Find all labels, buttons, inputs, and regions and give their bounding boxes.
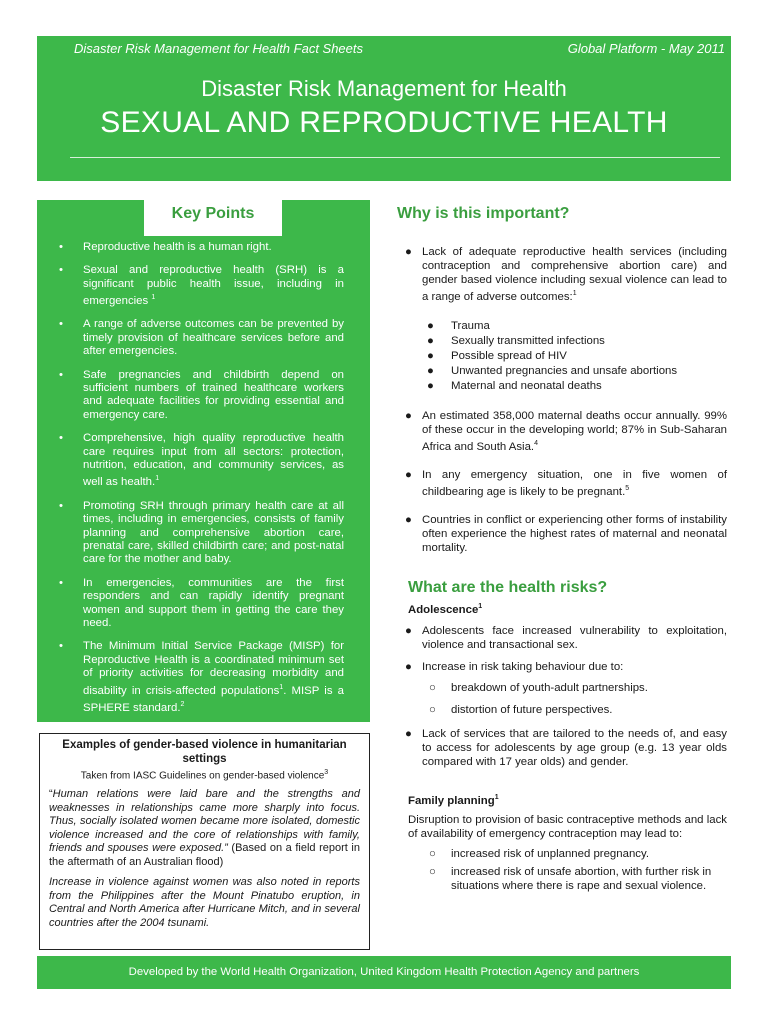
- page-title: SEXUAL AND REPRODUCTIVE HEALTH: [100, 106, 668, 139]
- why-bullet: ● An estimated 358,000 maternal deaths occur annually. 99% of these occur in the developing world; 87% in Sub-Saharan Africa and South Asia.$^4$: [405, 409, 727, 453]
- bullet-icon: ●: [405, 728, 412, 741]
- bullet-icon: •: [59, 576, 63, 589]
- header-divider: [70, 157, 720, 158]
- adolescence-sublist: [397, 681, 727, 718]
- circle-bullet-icon: ○: [429, 865, 436, 878]
- sub-item: ○ increased risk of unplanned pregnancy.: [429, 847, 649, 860]
- key-point-item: • A range of adverse outcomes can be prevented by timely provision of healthcare services before and after emergencies.: [59, 318, 344, 358]
- header-topline: [74, 41, 725, 56]
- reference-mark: 1: [151, 294, 156, 302]
- gbv-box-source: Taken from IASC Guidelines on gender-based violence$^3$: [80, 769, 329, 782]
- sub-item: ○ distortion of future perspectives.: [429, 704, 613, 717]
- bullet-icon: ●: [405, 625, 412, 638]
- bullet-icon: ●: [405, 514, 412, 527]
- outcomes-list: [397, 319, 727, 394]
- gbv-examples-box: [39, 733, 370, 950]
- bullet-icon: ●: [427, 379, 434, 392]
- outcome-item: ● Maternal and neonatal deaths: [427, 379, 602, 392]
- key-points-title: Key Points: [144, 198, 282, 236]
- bullet-icon: ●: [427, 334, 434, 347]
- outcome-item: ● Possible spread of HIV: [427, 349, 567, 362]
- bullet-icon: •: [59, 318, 63, 331]
- bullet-icon: ●: [427, 319, 434, 332]
- series-name: Disaster Risk Management for Health Fact Sheets: [74, 41, 364, 56]
- key-point-item: • Reproductive health is a human right.: [59, 241, 272, 253]
- bullet-icon: ●: [405, 661, 412, 674]
- why-bullet: ● Countries in conflict or experiencing other forms of instability often experience the highest rates of maternal and neonatal mortality.: [405, 514, 727, 555]
- bullet-icon: ●: [427, 364, 434, 377]
- adolescence-heading: Adolescence$^1$: [408, 603, 483, 617]
- footer-credit: Developed by the World Health Organization, United Kingdom Health Protection Agency and partners: [128, 966, 640, 978]
- sub-item: ○ breakdown of youth-adult partnerships.: [429, 682, 648, 695]
- circle-bullet-icon: ○: [429, 682, 436, 695]
- outcome-item: ● Unwanted pregnancies and unsafe abortions: [427, 364, 678, 377]
- bullet-icon: ●: [427, 349, 434, 362]
- gbv-box-title: Examples of gender-based violence in humanitarian settings: [62, 739, 347, 765]
- bullet-icon: •: [59, 640, 63, 653]
- family-planning-heading: Family planning$^1$: [408, 794, 499, 807]
- why-heading: Why is this important?: [397, 205, 570, 222]
- risk-bullet: ● Lack of services that are tailored to the needs of, and easy to access for adolescents by age group (e.g. 13 year olds compared with 17 year olds) and gender.: [405, 728, 727, 769]
- bullet-icon: •: [59, 432, 63, 445]
- outcome-item: ● Trauma: [427, 319, 490, 332]
- outcome-item: ● Sexually transmitted infections: [427, 334, 605, 347]
- key-point-item: • Comprehensive, high quality reproductive health care requires input from all sectors: protection, nutrition, education, and community services, as well as health.$^1$: [59, 432, 344, 489]
- bullet-icon: •: [59, 241, 63, 253]
- sub-item: ○ increased risk of unsafe abortion, with further risk in situations where there is rape and sexual violence.: [429, 865, 712, 892]
- bullet-icon: •: [59, 368, 63, 381]
- circle-bullet-icon: ○: [429, 704, 436, 717]
- bullet-icon: •: [59, 499, 63, 512]
- family-planning-intro: Disruption to provision of basic contraceptive methods and lack of availability of emergency contraception may lead to:: [408, 813, 727, 840]
- key-points-list: [57, 241, 344, 725]
- key-point-item: • Promoting SRH through primary health care at all times, including in emergencies, consists of family planning and comprehensive abortion care, prenatal care, skilled childbirth care; and post-natal care for the mother and baby.: [59, 499, 344, 566]
- key-points-panel: [37, 200, 370, 722]
- bullet-icon: ●: [405, 246, 412, 258]
- key-point-item: • In emergencies, communities are the first responders and can rapidly identify pregnant women and support them in getting the care they need.: [59, 576, 344, 629]
- reference-mark: 1: [155, 475, 160, 483]
- circle-bullet-icon: ○: [429, 847, 436, 860]
- risk-bullet: ● Adolescents face increased vulnerability to exploitation, violence and transactional sex.: [405, 625, 727, 652]
- why-bullet: ● Lack of adequate reproductive health services (including contraception and comprehensive abortion care) and gender based violence including sexual violence can lead to a range of adverse outcomes:$^1$: [405, 246, 727, 303]
- reference-mark: 1: [279, 683, 284, 691]
- risk-bullet: ● Increase in risk taking behaviour due to:: [405, 661, 624, 674]
- risks-heading: What are the health risks?: [408, 579, 608, 597]
- gbv-quote: “Human relations were laid bare and the strengths and weaknesses in relationships came more sharply into focus. Thus, socially isolated women became more isolated, domestic violence increased and the core of relationships with family, friends and spouses were exposed.” (Based on a field report in the aftermath of an Australian flood): [49, 788, 360, 868]
- bullet-icon: ●: [405, 468, 412, 481]
- key-point-item: • Safe pregnancies and childbirth depend on sufficient numbers of trained healthcare workers and adequate facilities for providing essential and emergency care.: [59, 368, 344, 421]
- page-subtitle: Disaster Risk Management for Health: [201, 76, 567, 101]
- family-planning-sublist: [397, 847, 727, 893]
- gbv-paragraph: Increase in violence against women was also noted in reports from the Philippines after the Mount Pinatubo eruption, in Central and North America after Hurricane Mitch, and in several countries after the 2004 tsunami.: [49, 876, 360, 929]
- right-column: [397, 205, 727, 893]
- bullet-icon: ●: [405, 409, 412, 422]
- header-banner: [37, 36, 731, 181]
- edition-label: Global Platform - May 2011: [567, 41, 725, 56]
- bullet-icon: •: [59, 264, 63, 277]
- why-bullet: ● In any emergency situation, one in five women of childbearing age is likely to be pregnant.$^5$: [405, 468, 727, 498]
- reference-mark: 2: [180, 700, 185, 708]
- key-point-item: • Sexual and reproductive health (SRH) is a significant public health issue, including in emergencies $^1$: [59, 264, 344, 308]
- key-point-item: • The Minimum Initial Service Package (MISP) for Reproductive Health is a coordinated minimum set of priority activities for decreasing morbidity and disability in crisis-affected populations$^1$. MISP is a SPHERE standard.$^2$: [59, 640, 344, 714]
- footer-banner: [37, 956, 731, 989]
